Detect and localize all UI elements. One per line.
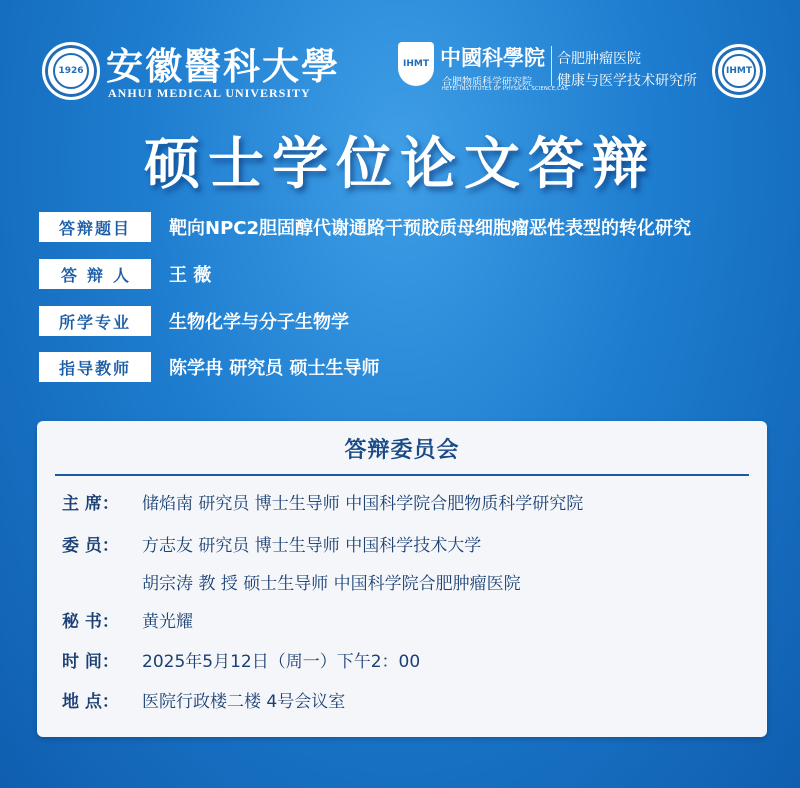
- committee-value: 胡宗涛 教 授 硕士生导师 中国科学院合肥肿瘤医院: [142, 574, 521, 594]
- committee-panel: [37, 421, 767, 737]
- info-value: 王 薇: [169, 265, 212, 286]
- committee-row-chair: [62, 489, 583, 514]
- cas-name: 中國科學院: [440, 45, 545, 70]
- header-divider: [551, 46, 552, 86]
- university-name-cn: 安徽醫科大學: [106, 44, 340, 88]
- committee-value: 医院行政楼二楼 4号会议室: [142, 692, 346, 712]
- university-seal-logo: [42, 42, 100, 100]
- committee-value: 储焰南 研究员 博士生导师 中国科学院合肥物质科学研究院: [142, 494, 584, 514]
- committee-label: 秘 书：: [62, 612, 119, 632]
- info-label: 答辩题目: [39, 212, 151, 242]
- info-label: 所学专业: [39, 306, 151, 336]
- committee-value: 黄光耀: [142, 612, 193, 632]
- committee-divider: [55, 474, 749, 476]
- committee-row-time: [62, 647, 420, 672]
- ihmt-shield-logo: IHMT: [398, 42, 434, 86]
- committee-title: 答辩委员会: [344, 438, 460, 463]
- committee-row-secretary: [62, 607, 193, 632]
- committee-row-location: [62, 687, 345, 712]
- info-value: 陈学冉 研究员 硕士生导师: [169, 358, 380, 379]
- committee-label: 地 点：: [62, 692, 119, 712]
- info-row-defender: [39, 259, 211, 289]
- committee-label: [62, 569, 142, 594]
- cas-institute: 合肥物质科学研究院: [442, 77, 532, 88]
- hospital-seal-logo: [712, 44, 766, 98]
- institute-name: 健康与医学技术研究所: [557, 73, 697, 89]
- university-seal-year: 1926: [53, 53, 89, 89]
- university-name-en: ANHUI MEDICAL UNIVERSITY: [108, 86, 311, 100]
- info-row-topic: [39, 212, 691, 242]
- info-label: 答辩人: [39, 259, 151, 289]
- page-title: 硕士学位论文答辩: [144, 131, 656, 197]
- info-row-major: [39, 306, 349, 336]
- committee-label: 时 间：: [62, 652, 119, 672]
- info-value: 靶向NPC2胆固醇代谢通路干预胶质母细胞瘤恶性表型的转化研究: [169, 218, 691, 239]
- cas-institute-en: HEFEI INSTITUTES OF PHYSICAL SCIENCE,CAS: [442, 86, 569, 92]
- header: [0, 0, 800, 110]
- committee-value: 2025年5月12日（周一）下午2：00: [142, 652, 421, 672]
- committee-row-member: [62, 531, 481, 556]
- info-label: 指导教师: [39, 352, 151, 382]
- committee-label: 委 员：: [62, 536, 119, 556]
- committee-row-member: [62, 569, 521, 594]
- committee-label: 主 席：: [62, 494, 119, 514]
- info-value: 生物化学与分子生物学: [169, 312, 349, 333]
- hospital-name: 合肥肿瘤医院: [557, 51, 641, 67]
- committee-value: 方志友 研究员 博士生导师 中国科学技术大学: [142, 536, 482, 556]
- info-row-advisor: [39, 352, 380, 382]
- hospital-seal-badge: IHMT: [722, 54, 756, 88]
